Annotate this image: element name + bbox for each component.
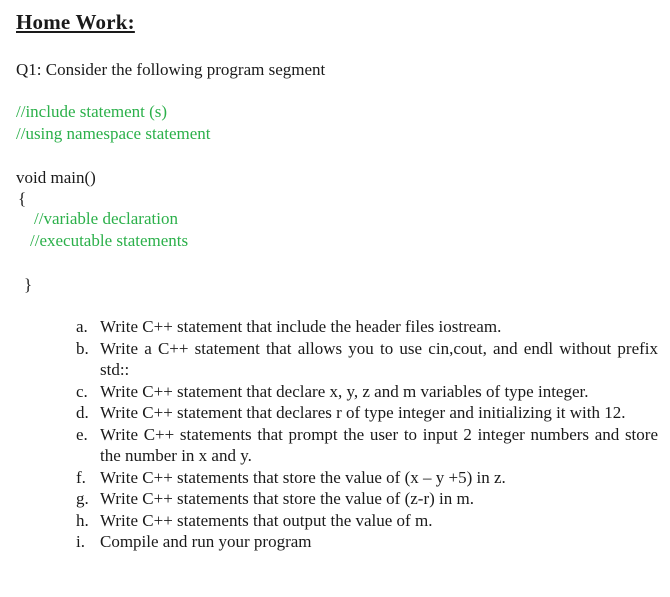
code-main-signature: void main() bbox=[16, 168, 96, 187]
task-item bbox=[66, 338, 658, 381]
task-item bbox=[66, 381, 658, 403]
task-item bbox=[66, 488, 658, 510]
task-text: Write C++ statements that store the value of (z-r) in m. bbox=[100, 489, 474, 508]
code-comment-namespace: //using namespace statement bbox=[16, 124, 211, 143]
task-marker: d. bbox=[76, 403, 89, 422]
code-comment-exec: //executable statements bbox=[30, 231, 189, 250]
task-text: Compile and run your program bbox=[100, 532, 312, 551]
task-text: Write C++ statement that declares r of type integer and initializing it with 12. bbox=[100, 403, 626, 422]
task-text: Write C++ statements that prompt the user to input 2 integer numbers and store the number in x and y. bbox=[100, 424, 658, 465]
task-text: Write C++ statements that output the value of m. bbox=[100, 510, 433, 530]
task-marker: g. bbox=[76, 489, 89, 508]
task-item bbox=[66, 531, 658, 553]
code-comment-include: //include statement (s) bbox=[16, 102, 168, 121]
task-marker: e. bbox=[76, 424, 88, 444]
task-marker: b. bbox=[76, 338, 89, 358]
task-marker: c. bbox=[76, 381, 88, 401]
code-open-brace: { bbox=[18, 189, 27, 208]
task-item bbox=[66, 510, 658, 532]
task-text: Write C++ statement that include the header files iostream. bbox=[100, 317, 502, 336]
task-item bbox=[66, 424, 658, 467]
task-marker: h. bbox=[76, 510, 89, 530]
task-text: Write C++ statements that store the value of (x – y +5) in z. bbox=[100, 467, 506, 487]
task-text: Write C++ statement that declare x, y, z and m variables of type integer. bbox=[100, 381, 589, 401]
task-marker: f. bbox=[76, 467, 86, 487]
task-item bbox=[66, 402, 658, 424]
task-marker: a. bbox=[76, 317, 88, 336]
task-list bbox=[66, 316, 658, 553]
code-close-brace: } bbox=[24, 275, 33, 294]
document-title: Home Work: bbox=[16, 10, 135, 34]
question-heading: Q1: Consider the following program segment bbox=[16, 60, 326, 79]
task-item bbox=[66, 467, 658, 489]
task-marker: i. bbox=[76, 532, 85, 551]
task-item bbox=[66, 316, 658, 338]
task-text: Write a C++ statement that allows you to use cin,cout, and endl without prefix std:: bbox=[100, 338, 658, 379]
code-comment-vars: //variable declaration bbox=[34, 209, 178, 228]
